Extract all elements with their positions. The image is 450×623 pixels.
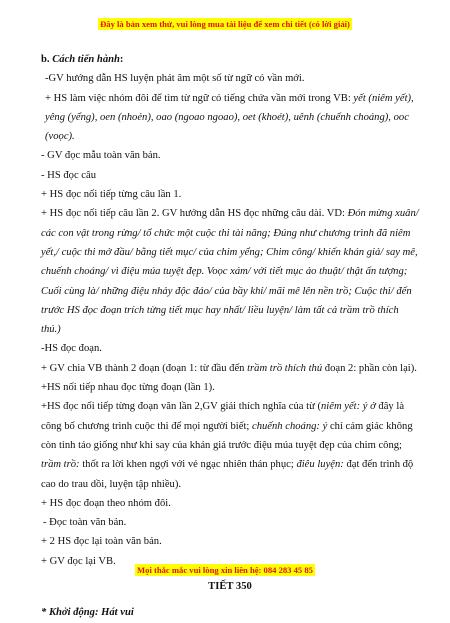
paragraph: - Đọc toàn văn bản. bbox=[43, 517, 127, 529]
paragraph: -GV hướng dẫn HS luyện phát âm một số từ ngữ có vần mới. bbox=[45, 73, 305, 85]
paragraph: + GV đọc lại VB. bbox=[41, 555, 116, 567]
paragraph: +HS đọc nối tiếp từng đoạn văn lần 2,GV giải thích nghĩa của từ (niêm yết: ý ở đây là công bố chương trình cuộc thi để mọi người biết; chuếnh choáng: ý chỉ cảm giác không còn tỉnh táo giống như khi say của khán giả trước điệu múa tuyệt đẹp của chim công; trầm trồ: thốt ra lời khen ngợi với vẻ ngạc nhiên thán phục; điêu luyện: đạt đến trình độ cao do trau dồi, luyện tập nhiều). bbox=[41, 401, 414, 490]
paragraph: - HS đọc câu bbox=[41, 169, 97, 181]
warmup-heading: * Khởi động: Hát vui bbox=[41, 607, 134, 619]
contact-footer-text: Mọi thắc mắc vui lòng xin liên hệ: 084 283 45 85 bbox=[137, 565, 313, 575]
preview-banner-text: Đây là bản xem thử, vui lòng mua tài liệu để xem chi tiết (có lời giải) bbox=[100, 19, 350, 29]
preview-banner bbox=[0, 14, 450, 32]
paragraph: + HS đọc đoạn theo nhóm đôi. bbox=[41, 497, 171, 509]
paragraph: - GV đọc mẫu toàn văn bản. bbox=[41, 150, 161, 162]
paragraph: + HS đọc nối tiếp câu lần 2. GV hướng dẫn HS đọc những câu dài. VD: Đón mừng xuân/ các con vật trong rừng/ tổ chức một cuộc thi tài năng; Đúng như chương trình đã niêm yết,/ cuộc thi mở đầu/ bằng tiết mục/ của chim yểng; Chim công/ khiến khán giả/ say mê, chuếnh choáng/ vì điệu múa tuyệt đẹp. Voọc xám/ với tiết mục ảo thuật/ thật ấn tượng; Cuối cùng là/ những điệu nhảy độc đáo/ của bầy khỉ/ mãi mê lên nền trồ; Cuộc thi/ đến trước HS đọc đoạn trích từng tiết mục hay nhất/ liều luyện/ làm tất cả trầm trồ thích thú.) bbox=[41, 208, 419, 336]
document-body bbox=[41, 50, 419, 623]
lesson-title: TIẾT 350 bbox=[208, 581, 252, 593]
paragraph: + HS làm việc nhóm đôi để tìm từ ngữ có tiếng chứa vần mới trong VB: yết (niêm yết), yêng (yểng), oen (nhoẻn), oao (ngoao ngoao), oet (khoét), uênh (chuếnh choáng), ooc (voọc). bbox=[45, 92, 414, 143]
paragraph: + 2 HS đọc lại toàn văn bản. bbox=[41, 536, 162, 548]
paragraph: + GV chia VB thành 2 đoạn (đoạn 1: từ đầu đến trầm trồ thích thú đoạn 2: phần còn lại). bbox=[41, 362, 417, 374]
section-heading: b. Cách tiến hành: bbox=[41, 54, 124, 65]
paragraph: +HS nối tiếp nhau đọc từng đoạn (lần 1). bbox=[41, 382, 215, 394]
paragraph: -HS đọc đoạn. bbox=[41, 343, 102, 355]
contact-footer bbox=[0, 560, 450, 578]
paragraph: + HS đọc nối tiếp từng câu lần 1. bbox=[41, 189, 182, 201]
